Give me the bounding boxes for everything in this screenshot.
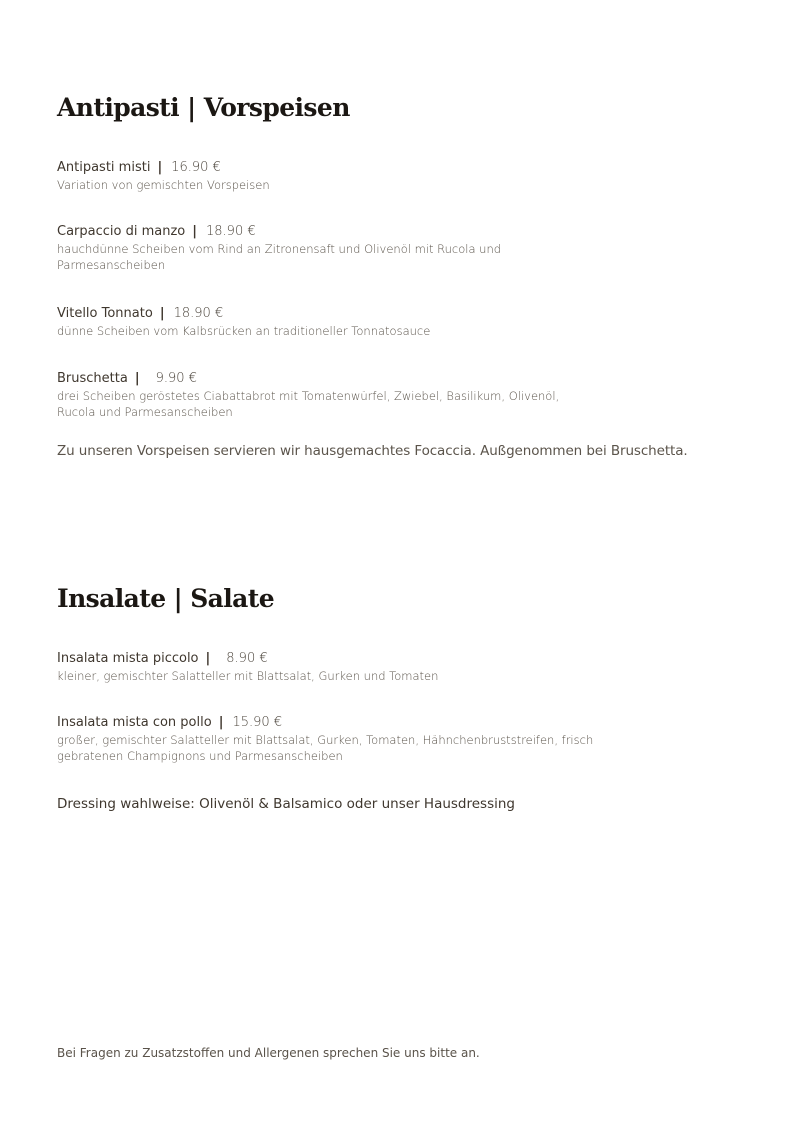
item-name: Bruschetta xyxy=(57,371,128,386)
section-note-antipasti: Zu unseren Vorspeisen servieren wir hausgemachtes Focaccia. Außgenommen bei Bruschetta. xyxy=(57,443,688,459)
item-separator: | xyxy=(157,160,163,175)
section-title-antipasti: Antipasti | Vorspeisen xyxy=(57,93,350,122)
item-price: 8.90 € xyxy=(226,651,268,666)
menu-item-vitello-tonnato xyxy=(57,305,617,339)
allergen-footer-note: Bei Fragen zu Zusatzstoffen und Allergenen sprechen Sie uns bitte an. xyxy=(57,1046,480,1060)
item-name: Insalata mista piccolo xyxy=(57,651,199,666)
item-description: dünne Scheiben vom Kalbsrücken an traditioneller Tonnatosauce xyxy=(57,324,431,338)
menu-item-carpaccio xyxy=(57,223,537,273)
item-name: Vitello Tonnato xyxy=(57,306,153,321)
item-separator: | xyxy=(134,371,140,386)
item-separator: | xyxy=(205,651,211,666)
item-description: drei Scheiben geröstetes Ciabattabrot mit Tomatenwürfel, Zwiebel, Basilikum, Olivenöl, Rucola und Parmesanscheiben xyxy=(57,389,560,419)
item-price: 18.90 € xyxy=(173,306,224,321)
item-separator: | xyxy=(192,224,197,239)
item-name: Carpaccio di manzo xyxy=(57,224,186,239)
item-separator: | xyxy=(159,306,165,321)
item-description: Variation von gemischten Vorspeisen xyxy=(57,178,270,192)
item-price: 18.90 € xyxy=(206,224,256,239)
menu-item-insalata-mista-con-pollo xyxy=(57,714,597,764)
item-description: hauchdünne Scheiben vom Rind an Zitronensaft und Olivenöl mit Rucola und Parmesanscheiben xyxy=(57,242,502,272)
item-name: Antipasti misti xyxy=(57,160,151,175)
item-separator: | xyxy=(218,715,224,730)
menu-item-bruschetta xyxy=(57,370,597,420)
section-note-dressing: Dressing wahlweise: Olivenöl & Balsamico oder unser Hausdressing xyxy=(57,796,516,812)
item-name: Insalata mista con pollo xyxy=(57,715,212,730)
menu-item-antipasti-misti xyxy=(57,159,617,193)
item-price: 16.90 € xyxy=(171,160,221,175)
item-description: kleiner, gemischter Salatteller mit Blattsalat, Gurken und Tomaten xyxy=(57,669,439,683)
item-price: 15.90 € xyxy=(232,715,283,730)
item-price: 9.90 € xyxy=(155,371,197,386)
menu-item-insalata-mista-piccolo xyxy=(57,650,617,684)
item-description: großer, gemischter Salatteller mit Blattsalat, Gurken, Tomaten, Hähnchenbruststreifen, frisch gebratenen Champignons und Parmesanscheiben xyxy=(57,733,594,763)
section-title-insalate: Insalate | Salate xyxy=(57,584,274,613)
